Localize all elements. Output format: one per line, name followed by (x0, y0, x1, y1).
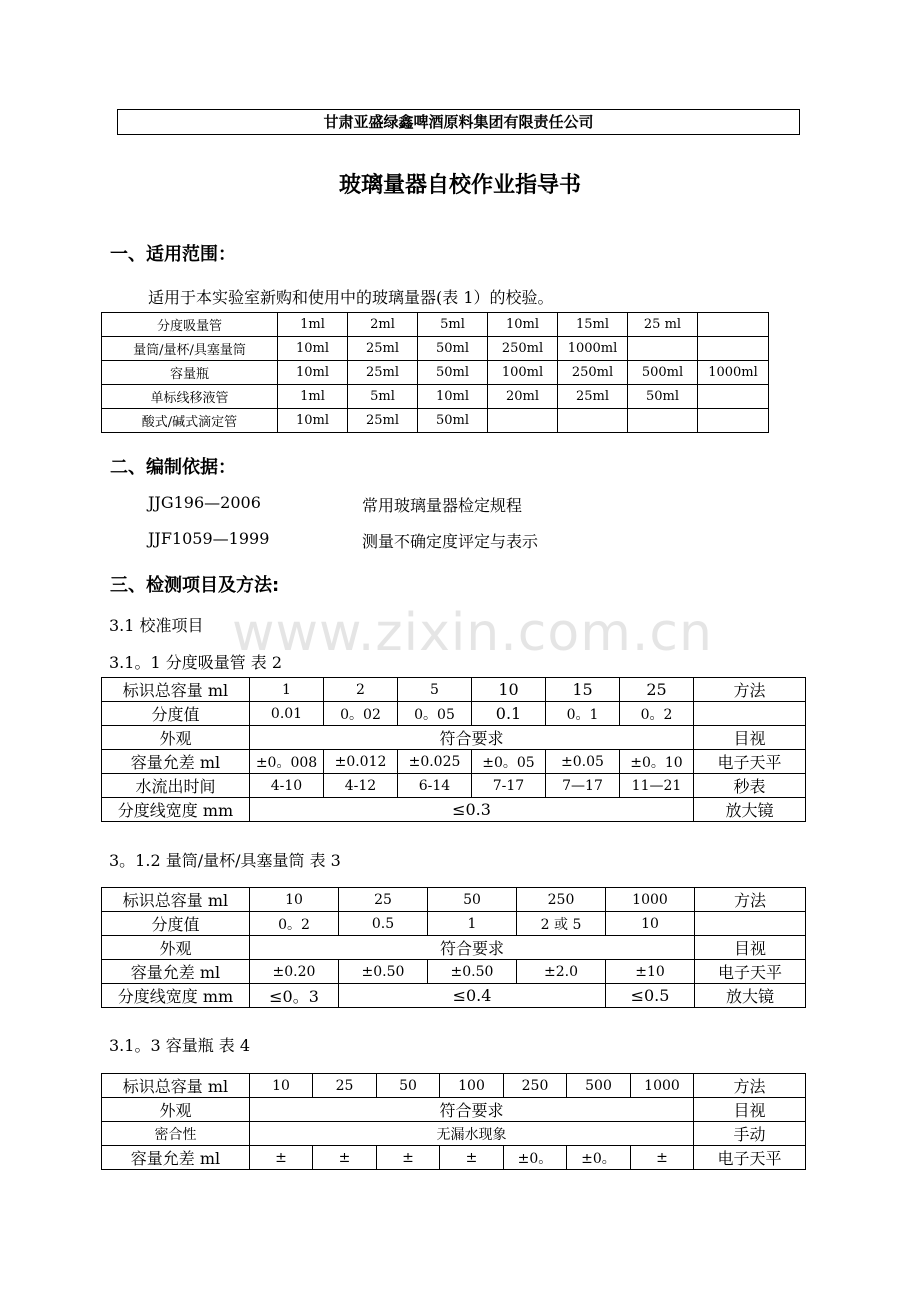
table-cell: 1000 (606, 888, 695, 912)
table-cell: 15 (546, 678, 620, 702)
table-cell: ±0.20 (250, 960, 339, 984)
table-row (102, 912, 806, 936)
section-2-heading: 二、编制依据： (110, 457, 236, 478)
table-cell: 25ml (558, 385, 628, 409)
reference-name: 测量不确定度评定与表示 (362, 532, 539, 551)
table-cell: 50ml (418, 337, 488, 361)
table-cell: ±0。008 (250, 750, 324, 774)
section-3-heading: 三、检测项目及方法: (110, 575, 280, 596)
table-cell: 分度线宽度 mm (102, 798, 250, 822)
table-cell: 1 (428, 912, 517, 936)
table-cell (488, 409, 558, 433)
watermark: www.zixin.com.cn (232, 603, 713, 663)
table-cell: 100 (440, 1074, 504, 1098)
table-cell: 4-10 (250, 774, 324, 798)
table-cell: 500 (567, 1074, 631, 1098)
table-cell: 25 (339, 888, 428, 912)
table-cell: 50ml (628, 385, 698, 409)
table-cell: 外观 (102, 726, 250, 750)
table-cell: ± (631, 1146, 694, 1170)
table-cell: 25 (620, 678, 694, 702)
table-cell: 1 (250, 678, 324, 702)
table-cell: ≤0.3 (250, 798, 694, 822)
table-cell: 0。1 (546, 702, 620, 726)
table-cell: 分度值 (102, 702, 250, 726)
table-row (102, 936, 806, 960)
table-cell (694, 702, 806, 726)
table-cell: 500ml (628, 361, 698, 385)
table-cell: 10ml (278, 337, 348, 361)
table-row (102, 409, 769, 433)
scope-table (101, 312, 769, 433)
pipette-table (101, 677, 806, 822)
table-cell: ±0。 (567, 1146, 631, 1170)
table-cell: 10 (250, 888, 339, 912)
document-title: 玻璃量器自校作业指导书 (338, 173, 581, 198)
table-cell: 分度吸量管 (102, 313, 278, 337)
table-cell: 25 ml (628, 313, 698, 337)
table-cell: 50 (428, 888, 517, 912)
table-cell: 电子天平 (694, 1146, 806, 1170)
table-cell (698, 409, 769, 433)
table-cell: 手动 (694, 1122, 806, 1146)
table-cell: 5ml (418, 313, 488, 337)
table-cell: 20ml (488, 385, 558, 409)
table-cell: ±0.025 (398, 750, 472, 774)
table-row (102, 888, 806, 912)
table-cell: 无漏水现象 (250, 1122, 694, 1146)
table-cell: 秒表 (694, 774, 806, 798)
table-cell: ± (440, 1146, 504, 1170)
table-row (102, 1098, 806, 1122)
table-cell: 0。2 (620, 702, 694, 726)
table-cell: 外观 (102, 936, 250, 960)
table-cell: 目视 (695, 936, 806, 960)
table-cell: 10ml (278, 409, 348, 433)
table-cell: 10 (250, 1074, 313, 1098)
table-cell: ±0.50 (339, 960, 428, 984)
table-cell (628, 409, 698, 433)
table-cell: ±10 (606, 960, 695, 984)
table-cell: 5 (398, 678, 472, 702)
table-cell: ±0.05 (546, 750, 620, 774)
cylinder-table (101, 887, 806, 1008)
table-cell: 目视 (694, 726, 806, 750)
table-cell: 标识总容量 ml (102, 888, 250, 912)
table-cell: 分度值 (102, 912, 250, 936)
table-row (102, 726, 806, 750)
table-cell: 量筒/量杯/具塞量筒 (102, 337, 278, 361)
table-row (102, 750, 806, 774)
table-cell: ± (313, 1146, 377, 1170)
table-cell: 10 (472, 678, 546, 702)
table-cell: 0.01 (250, 702, 324, 726)
table-row (102, 984, 806, 1008)
table-row (102, 678, 806, 702)
table-cell: 符合要求 (250, 936, 695, 960)
table-cell: 外观 (102, 1098, 250, 1122)
table-cell: 电子天平 (695, 960, 806, 984)
table-cell: 方法 (695, 888, 806, 912)
table-cell: 10ml (418, 385, 488, 409)
table-cell: 容量允差 ml (102, 960, 250, 984)
table-cell: 250 (504, 1074, 567, 1098)
table-cell: 25ml (348, 361, 418, 385)
table-cell: ±0.012 (324, 750, 398, 774)
table-cell: 单标线移液管 (102, 385, 278, 409)
flask-table (101, 1073, 806, 1170)
table-row (102, 1146, 806, 1170)
table-cell: ±2.0 (517, 960, 606, 984)
table-cell: 2ml (348, 313, 418, 337)
table-cell: 放大镜 (694, 798, 806, 822)
table-3-caption: 3。1.2 量筒/量杯/具塞量筒 表 3 (109, 851, 341, 870)
table-row (102, 774, 806, 798)
table-cell: ± (250, 1146, 313, 1170)
table-cell (698, 385, 769, 409)
table-cell: 1000ml (558, 337, 628, 361)
table-cell: 10ml (278, 361, 348, 385)
table-cell: ±0。10 (620, 750, 694, 774)
table-row (102, 361, 769, 385)
table-cell: 容量允差 ml (102, 750, 250, 774)
table-cell: 2 或 5 (517, 912, 606, 936)
table-cell: 方法 (694, 678, 806, 702)
table-row (102, 1122, 806, 1146)
table-cell: 电子天平 (694, 750, 806, 774)
table-cell: 容量瓶 (102, 361, 278, 385)
table-cell (628, 337, 698, 361)
reference-name: 常用玻璃量器检定规程 (362, 496, 523, 515)
table-cell: 目视 (694, 1098, 806, 1122)
table-cell: 100ml (488, 361, 558, 385)
table-cell: 标识总容量 ml (102, 1074, 250, 1098)
table-cell: 250ml (558, 361, 628, 385)
table-cell: 11—21 (620, 774, 694, 798)
table-row (102, 385, 769, 409)
table-cell: 1000 (631, 1074, 694, 1098)
section-1-heading: 一、适用范围： (110, 244, 236, 265)
table-4-caption: 3.1。3 容量瓶 表 4 (109, 1036, 251, 1055)
section-1-text: 适用于本实验室新购和使用中的玻璃量器(表 1）的校验。 (148, 288, 554, 307)
table-cell: ±0。 (504, 1146, 567, 1170)
company-name: 甘肃亚盛绿鑫啤酒原料集团有限责任公司 (117, 109, 800, 135)
table-cell: 1ml (278, 313, 348, 337)
table-cell: 1ml (278, 385, 348, 409)
table-cell: 25ml (348, 337, 418, 361)
table-cell: 25ml (348, 409, 418, 433)
table-cell: 容量允差 ml (102, 1146, 250, 1170)
table-cell: 15ml (558, 313, 628, 337)
table-cell: ≤0.4 (339, 984, 606, 1008)
table-cell: 7—17 (546, 774, 620, 798)
table-cell: 放大镜 (695, 984, 806, 1008)
table-cell: ≤0。3 (250, 984, 339, 1008)
subsection-heading: 3.1 校准项目 (109, 616, 204, 635)
table-cell: 5ml (348, 385, 418, 409)
table-row (102, 1074, 806, 1098)
reference-code: JJF1059—1999 (148, 529, 270, 548)
table-cell: 50ml (418, 361, 488, 385)
table-cell (695, 912, 806, 936)
table-cell: 符合要求 (250, 726, 694, 750)
table-cell (698, 337, 769, 361)
table-cell: 250 (517, 888, 606, 912)
table-cell: 4-12 (324, 774, 398, 798)
table-cell: 方法 (694, 1074, 806, 1098)
table-cell: 分度线宽度 mm (102, 984, 250, 1008)
table-cell (558, 409, 628, 433)
table-row (102, 960, 806, 984)
table-cell: 0。05 (398, 702, 472, 726)
table-cell: 7-17 (472, 774, 546, 798)
table-cell: 250ml (488, 337, 558, 361)
table-cell: 50ml (418, 409, 488, 433)
reference-code: JJG196—2006 (148, 493, 261, 512)
table-cell: 2 (324, 678, 398, 702)
table-cell: 密合性 (102, 1122, 250, 1146)
table-cell: 25 (313, 1074, 377, 1098)
table-cell: 0。02 (324, 702, 398, 726)
table-cell: 1000ml (698, 361, 769, 385)
table-cell: ≤0.5 (606, 984, 695, 1008)
table-cell: ±0。05 (472, 750, 546, 774)
table-cell: 标识总容量 ml (102, 678, 250, 702)
table-row (102, 313, 769, 337)
table-row (102, 798, 806, 822)
table-2-caption: 3.1。1 分度吸量管 表 2 (109, 653, 283, 672)
table-cell: 0.1 (472, 702, 546, 726)
table-cell: 符合要求 (250, 1098, 694, 1122)
table-cell: 0。2 (250, 912, 339, 936)
table-cell: 10 (606, 912, 695, 936)
table-cell: 10ml (488, 313, 558, 337)
table-cell: 50 (377, 1074, 440, 1098)
table-cell: 酸式/碱式滴定管 (102, 409, 278, 433)
table-cell (698, 313, 769, 337)
table-cell: 水流出时间 (102, 774, 250, 798)
table-row (102, 337, 769, 361)
table-cell: ± (377, 1146, 440, 1170)
table-cell: 6-14 (398, 774, 472, 798)
table-cell: 0.5 (339, 912, 428, 936)
table-row (102, 702, 806, 726)
table-cell: ±0.50 (428, 960, 517, 984)
